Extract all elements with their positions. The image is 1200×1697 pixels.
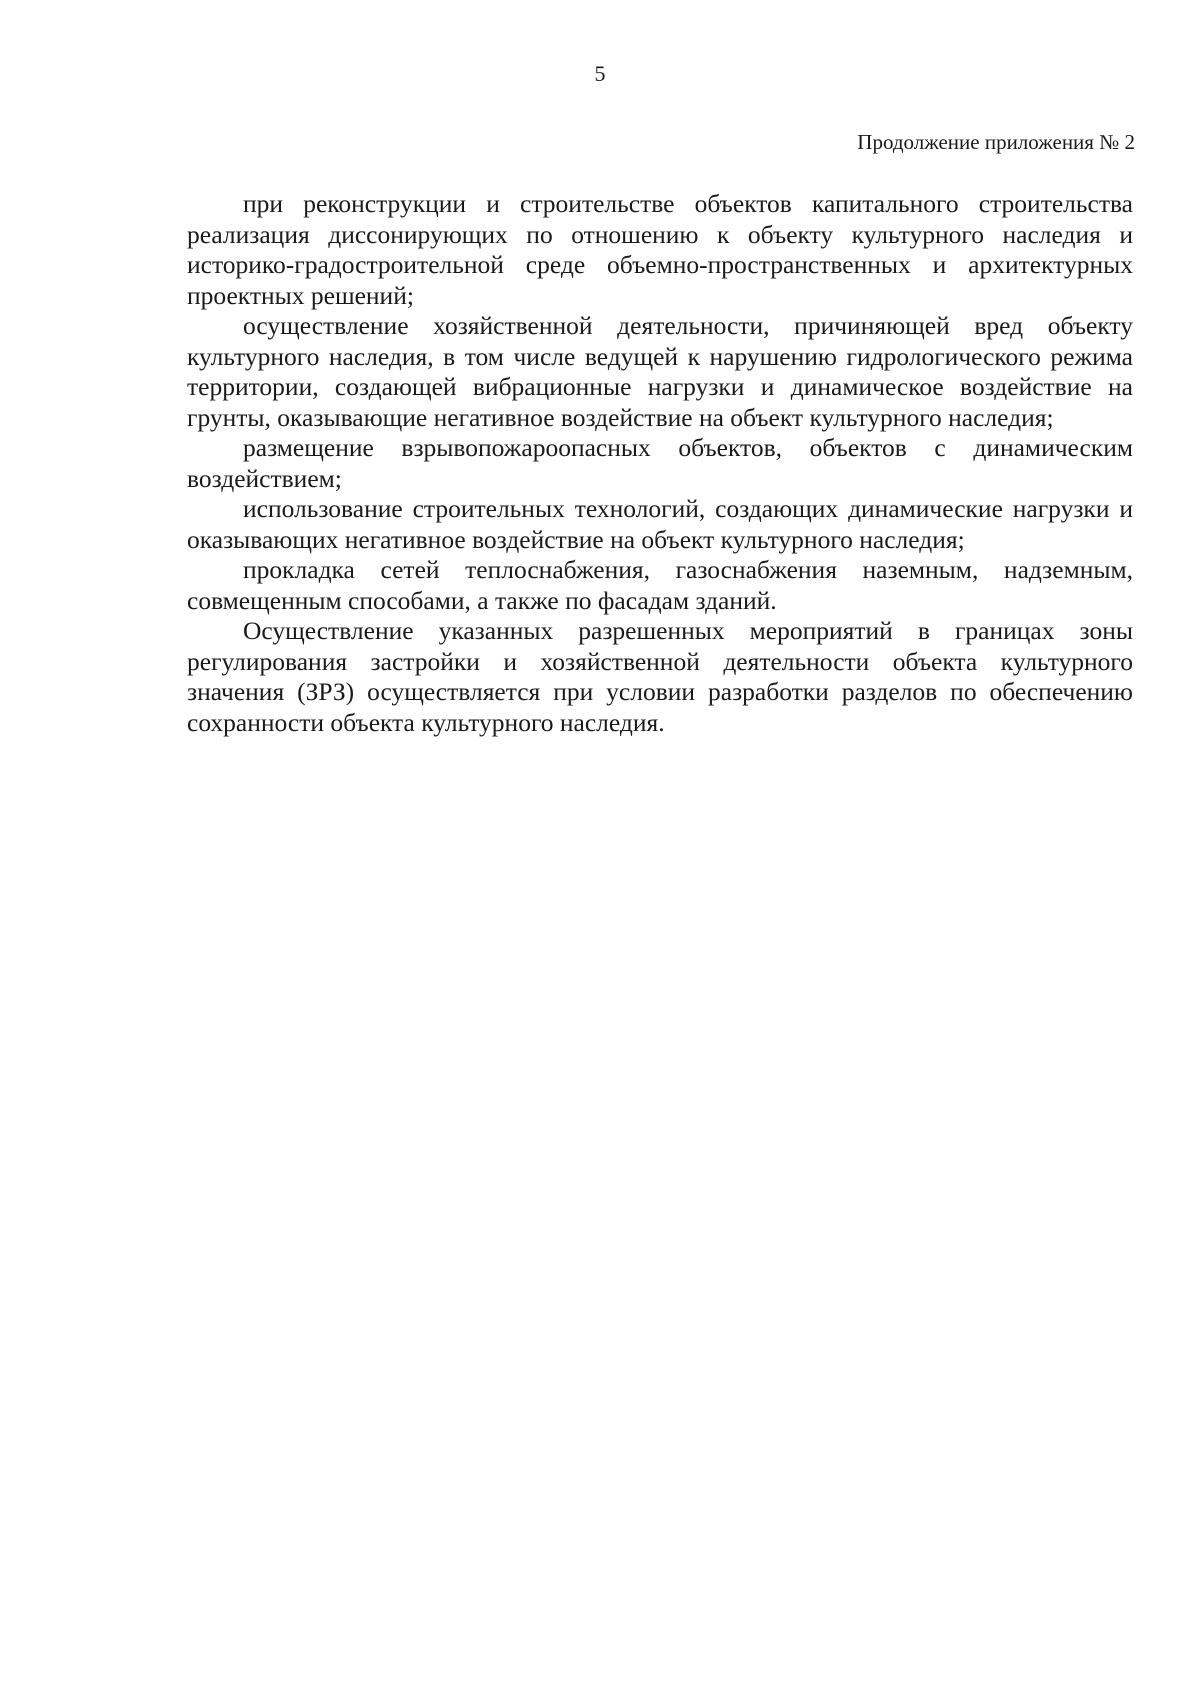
paragraph-implementation-conditions: Осуществление указанных разрешенных мероприятий в границах зоны регулирования застройки и хозяйственной деятельности объекта культурного значения (ЗРЗ) осуществляется при условии разработки разделов по обеспечению сохранности объекта культурного наследия.	[187, 616, 1133, 737]
page-number: 5	[594, 61, 606, 86]
paragraph-explosive-objects: размещение взрывопожароопасных объектов, объектов с динамическим воздействием;	[187, 433, 1133, 493]
paragraph-utility-networks: прокладка сетей теплоснабжения, газоснабжения наземным, надземным, совмещенным способами, а также по фасадам зданий.	[187, 555, 1133, 615]
document-body	[187, 189, 1133, 738]
paragraph-construction-technologies: использование строительных технологий, создающих динамические нагрузки и оказывающих негативное воздействие на объект культурного наследия;	[187, 494, 1133, 554]
paragraph-economic-activity: осуществление хозяйственной деятельности, причиняющей вред объекту культурного наследия, в том числе ведущей к нарушению гидрологического режима территории, создающей вибрационные нагрузки и динамическое воздействие на грунты, оказывающие негативное воздействие на объект культурного наследия;	[187, 311, 1133, 432]
paragraph-reconstruction: при реконструкции и строительстве объектов капитального строительства реализация диссонирующих по отношению к объекту культурного наследия и историко-градостроительной среде объемно-пространственных и архитектурных проектных решений;	[187, 189, 1133, 310]
appendix-continuation-note: Продолжение приложения № 2	[857, 130, 1135, 154]
